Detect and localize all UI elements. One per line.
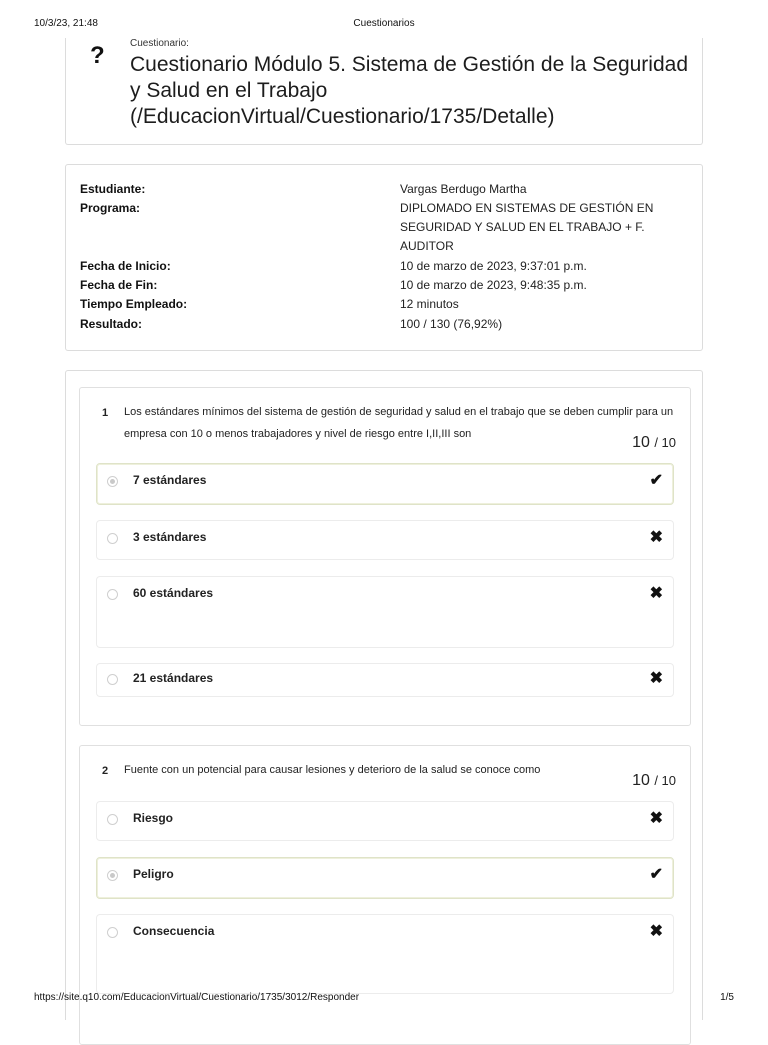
radio-button[interactable] <box>107 476 118 487</box>
radio-button[interactable] <box>107 674 118 685</box>
time-spent-label: Tiempo Empleado: <box>80 297 188 311</box>
result-value: 100 / 130 (76,92%) <box>400 317 503 331</box>
score-value: 10 <box>632 772 650 789</box>
option-label: Consecuencia <box>133 924 215 938</box>
quiz-small-label: Cuestionario: <box>130 38 189 49</box>
answer-option[interactable] <box>96 576 674 648</box>
answer-option[interactable] <box>96 663 674 697</box>
score-max: / 10 <box>654 773 676 788</box>
option-label: 3 estándares <box>133 530 207 544</box>
question-text: Los estándares mínimos del sistema de gestión de seguridad y salud en el trabajo que se deben cumplir para un empresa con 10 o menos trabajadores y nivel de riesgo entre I,II,III son <box>124 406 674 440</box>
print-title: Cuestionarios <box>353 18 415 29</box>
student-label: Estudiante: <box>80 182 146 196</box>
attempt-summary-card <box>65 164 703 351</box>
question-number: 2 <box>102 765 109 777</box>
check-icon: ✔ <box>649 866 663 883</box>
question-number: 1 <box>102 407 109 419</box>
question-score <box>632 434 676 452</box>
question-text: Fuente con un potencial para causar lesiones y deterioro de la salud se conoce como <box>124 764 541 776</box>
cross-icon: ✖ <box>649 923 663 940</box>
option-label: 21 estándares <box>133 671 214 685</box>
cross-icon: ✖ <box>649 529 663 546</box>
time-spent-value: 12 minutos <box>400 297 459 311</box>
answer-option[interactable] <box>96 801 674 841</box>
end-date-label: Fecha de Fin: <box>80 278 158 292</box>
page-number: 1/5 <box>720 992 734 1003</box>
print-datetime: 10/3/23, 21:48 <box>34 18 98 29</box>
score-value: 10 <box>632 434 650 451</box>
option-label: 7 estándares <box>133 473 207 487</box>
program-label: Programa: <box>80 201 141 215</box>
result-label: Resultado: <box>80 317 143 331</box>
option-label: 60 estándares <box>133 586 214 600</box>
program-value: DIPLOMADO EN SISTEMAS DE GESTIÓN EN SEGURIDAD Y SALUD EN EL TRABAJO + F. AUDITOR <box>400 201 654 253</box>
radio-button[interactable] <box>107 814 118 825</box>
radio-button[interactable] <box>107 533 118 544</box>
start-date-value: 10 de marzo de 2023, 9:37:01 p.m. <box>400 259 587 273</box>
answer-option[interactable] <box>96 857 674 899</box>
radio-button[interactable] <box>107 927 118 938</box>
check-icon: ✔ <box>649 472 663 489</box>
quiz-title-card <box>65 38 703 145</box>
start-date-label: Fecha de Inicio: <box>80 259 171 273</box>
quiz-title-link[interactable]: Cuestionario Módulo 5. Sistema de Gestión de la Seguridad y Salud en el Trabajo (/EducacionVirtual/Cuestionario/1735/Detalle) <box>130 53 688 128</box>
radio-button[interactable] <box>107 870 118 881</box>
end-date-value: 10 de marzo de 2023, 9:48:35 p.m. <box>400 278 587 292</box>
radio-button[interactable] <box>107 589 118 600</box>
option-label: Peligro <box>133 867 174 881</box>
answer-option[interactable] <box>96 463 674 505</box>
cross-icon: ✖ <box>649 585 663 602</box>
cross-icon: ✖ <box>649 670 663 687</box>
student-value: Vargas Berdugo Martha <box>400 182 527 196</box>
page-url: https://site.q10.com/EducacionVirtual/Cuestionario/1735/3012/Responder <box>34 992 360 1003</box>
question-mark-icon: ? <box>90 42 105 69</box>
cross-icon: ✖ <box>649 810 663 827</box>
option-label: Riesgo <box>133 811 174 825</box>
answer-option[interactable] <box>96 520 674 560</box>
questions-card <box>65 370 703 1020</box>
question-block-1 <box>79 387 691 726</box>
answer-option[interactable] <box>96 914 674 994</box>
question-score <box>632 772 676 790</box>
score-max: / 10 <box>654 435 676 450</box>
